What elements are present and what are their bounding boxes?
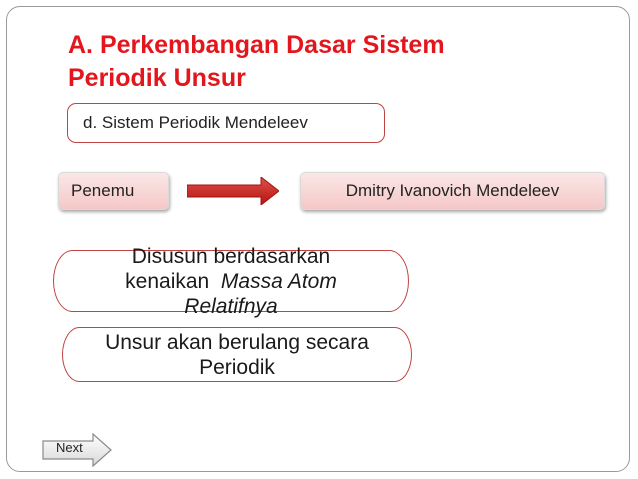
right-arrow-icon <box>187 177 279 205</box>
basis-line-2-italic: Massa Atom <box>220 269 337 293</box>
next-button-label[interactable]: Next <box>56 440 83 455</box>
discoverer-name-box <box>300 172 605 210</box>
basis-line-1: Disusun berdasarkan <box>131 244 331 268</box>
basis-line-2-normal: kenaikan <box>125 269 221 293</box>
periodic-oval <box>62 327 412 382</box>
discoverer-label-box <box>58 172 169 210</box>
basis-line-2 <box>125 269 337 294</box>
title-line-1: A. Perkembangan Dasar Sistem <box>68 31 445 59</box>
periodic-line-1: Unsur akan berulang secara <box>105 330 369 354</box>
slide-title <box>68 29 528 95</box>
title-line-2: Periodik Unsur <box>68 64 246 92</box>
discoverer-label: Penemu <box>71 181 135 200</box>
subtitle-box <box>67 103 385 143</box>
subtitle-text: d. Sistem Periodik Mendeleev <box>83 113 308 132</box>
basis-line-3: Relatifnya <box>184 294 278 318</box>
basis-oval <box>53 244 409 318</box>
periodic-line-2: Periodik <box>199 355 275 379</box>
basis-text <box>125 244 337 319</box>
discoverer-name: Dmitry Ivanovich Mendeleev <box>345 181 560 200</box>
